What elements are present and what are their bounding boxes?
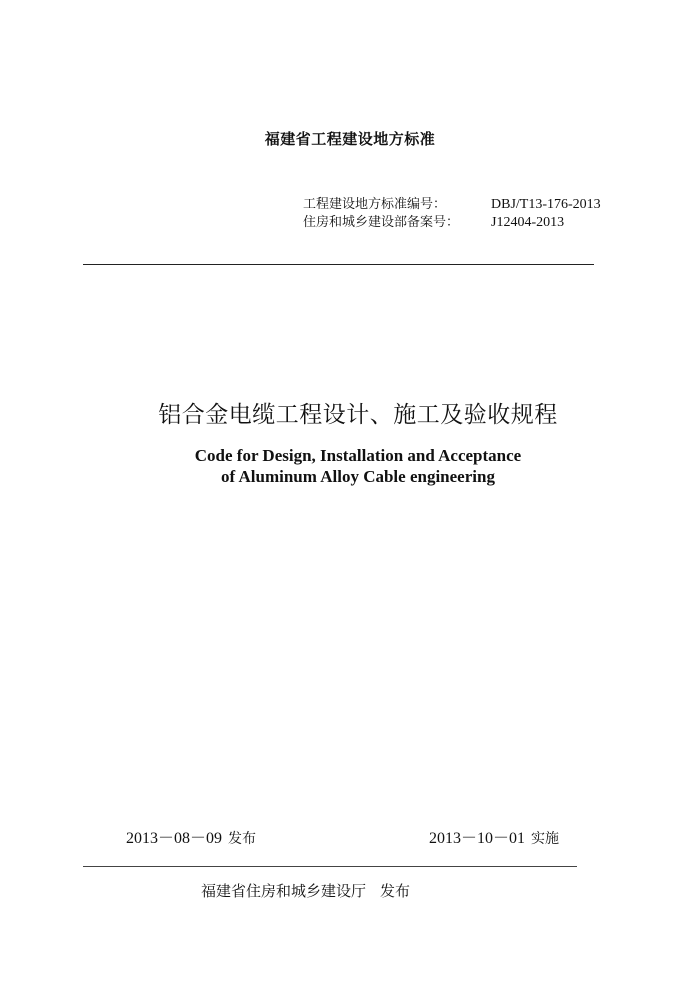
publish-date-block [126, 825, 256, 848]
filing-number-value: J12404-2013 [491, 215, 565, 230]
issuer-label: 发布 [380, 882, 411, 900]
document-title-cn: 铝合金电缆工程设计、施工及验收规程 [158, 402, 558, 428]
effective-date: 2013－10－01 [429, 830, 526, 847]
effective-date-block [429, 825, 559, 848]
publish-label: 发布 [228, 831, 257, 847]
standard-category-heading: 福建省工程建设地方标准 [264, 130, 436, 148]
standard-number-row [303, 196, 601, 214]
document-title-en-line1: Code for Design, Installation and Acceptance [194, 446, 522, 465]
standard-metadata [303, 196, 601, 232]
issuer-line [201, 880, 410, 901]
issuer-name: 福建省住房和城乡建设厅 [201, 882, 367, 900]
document-title-en [0, 445, 700, 487]
effective-label: 实施 [531, 831, 560, 847]
document-title-en-line2: of Aluminum Alloy Cable engineering [221, 467, 495, 486]
standard-number-label: 工程建设地方标准编号： [303, 197, 447, 212]
bottom-divider [83, 866, 577, 867]
standard-number-value: DBJ/T13-176-2013 [491, 197, 601, 212]
top-divider [83, 264, 594, 265]
publish-date: 2013－08－09 [126, 830, 223, 847]
filing-number-label: 住房和城乡建设部备案号： [303, 215, 460, 230]
filing-number-row [303, 214, 601, 232]
